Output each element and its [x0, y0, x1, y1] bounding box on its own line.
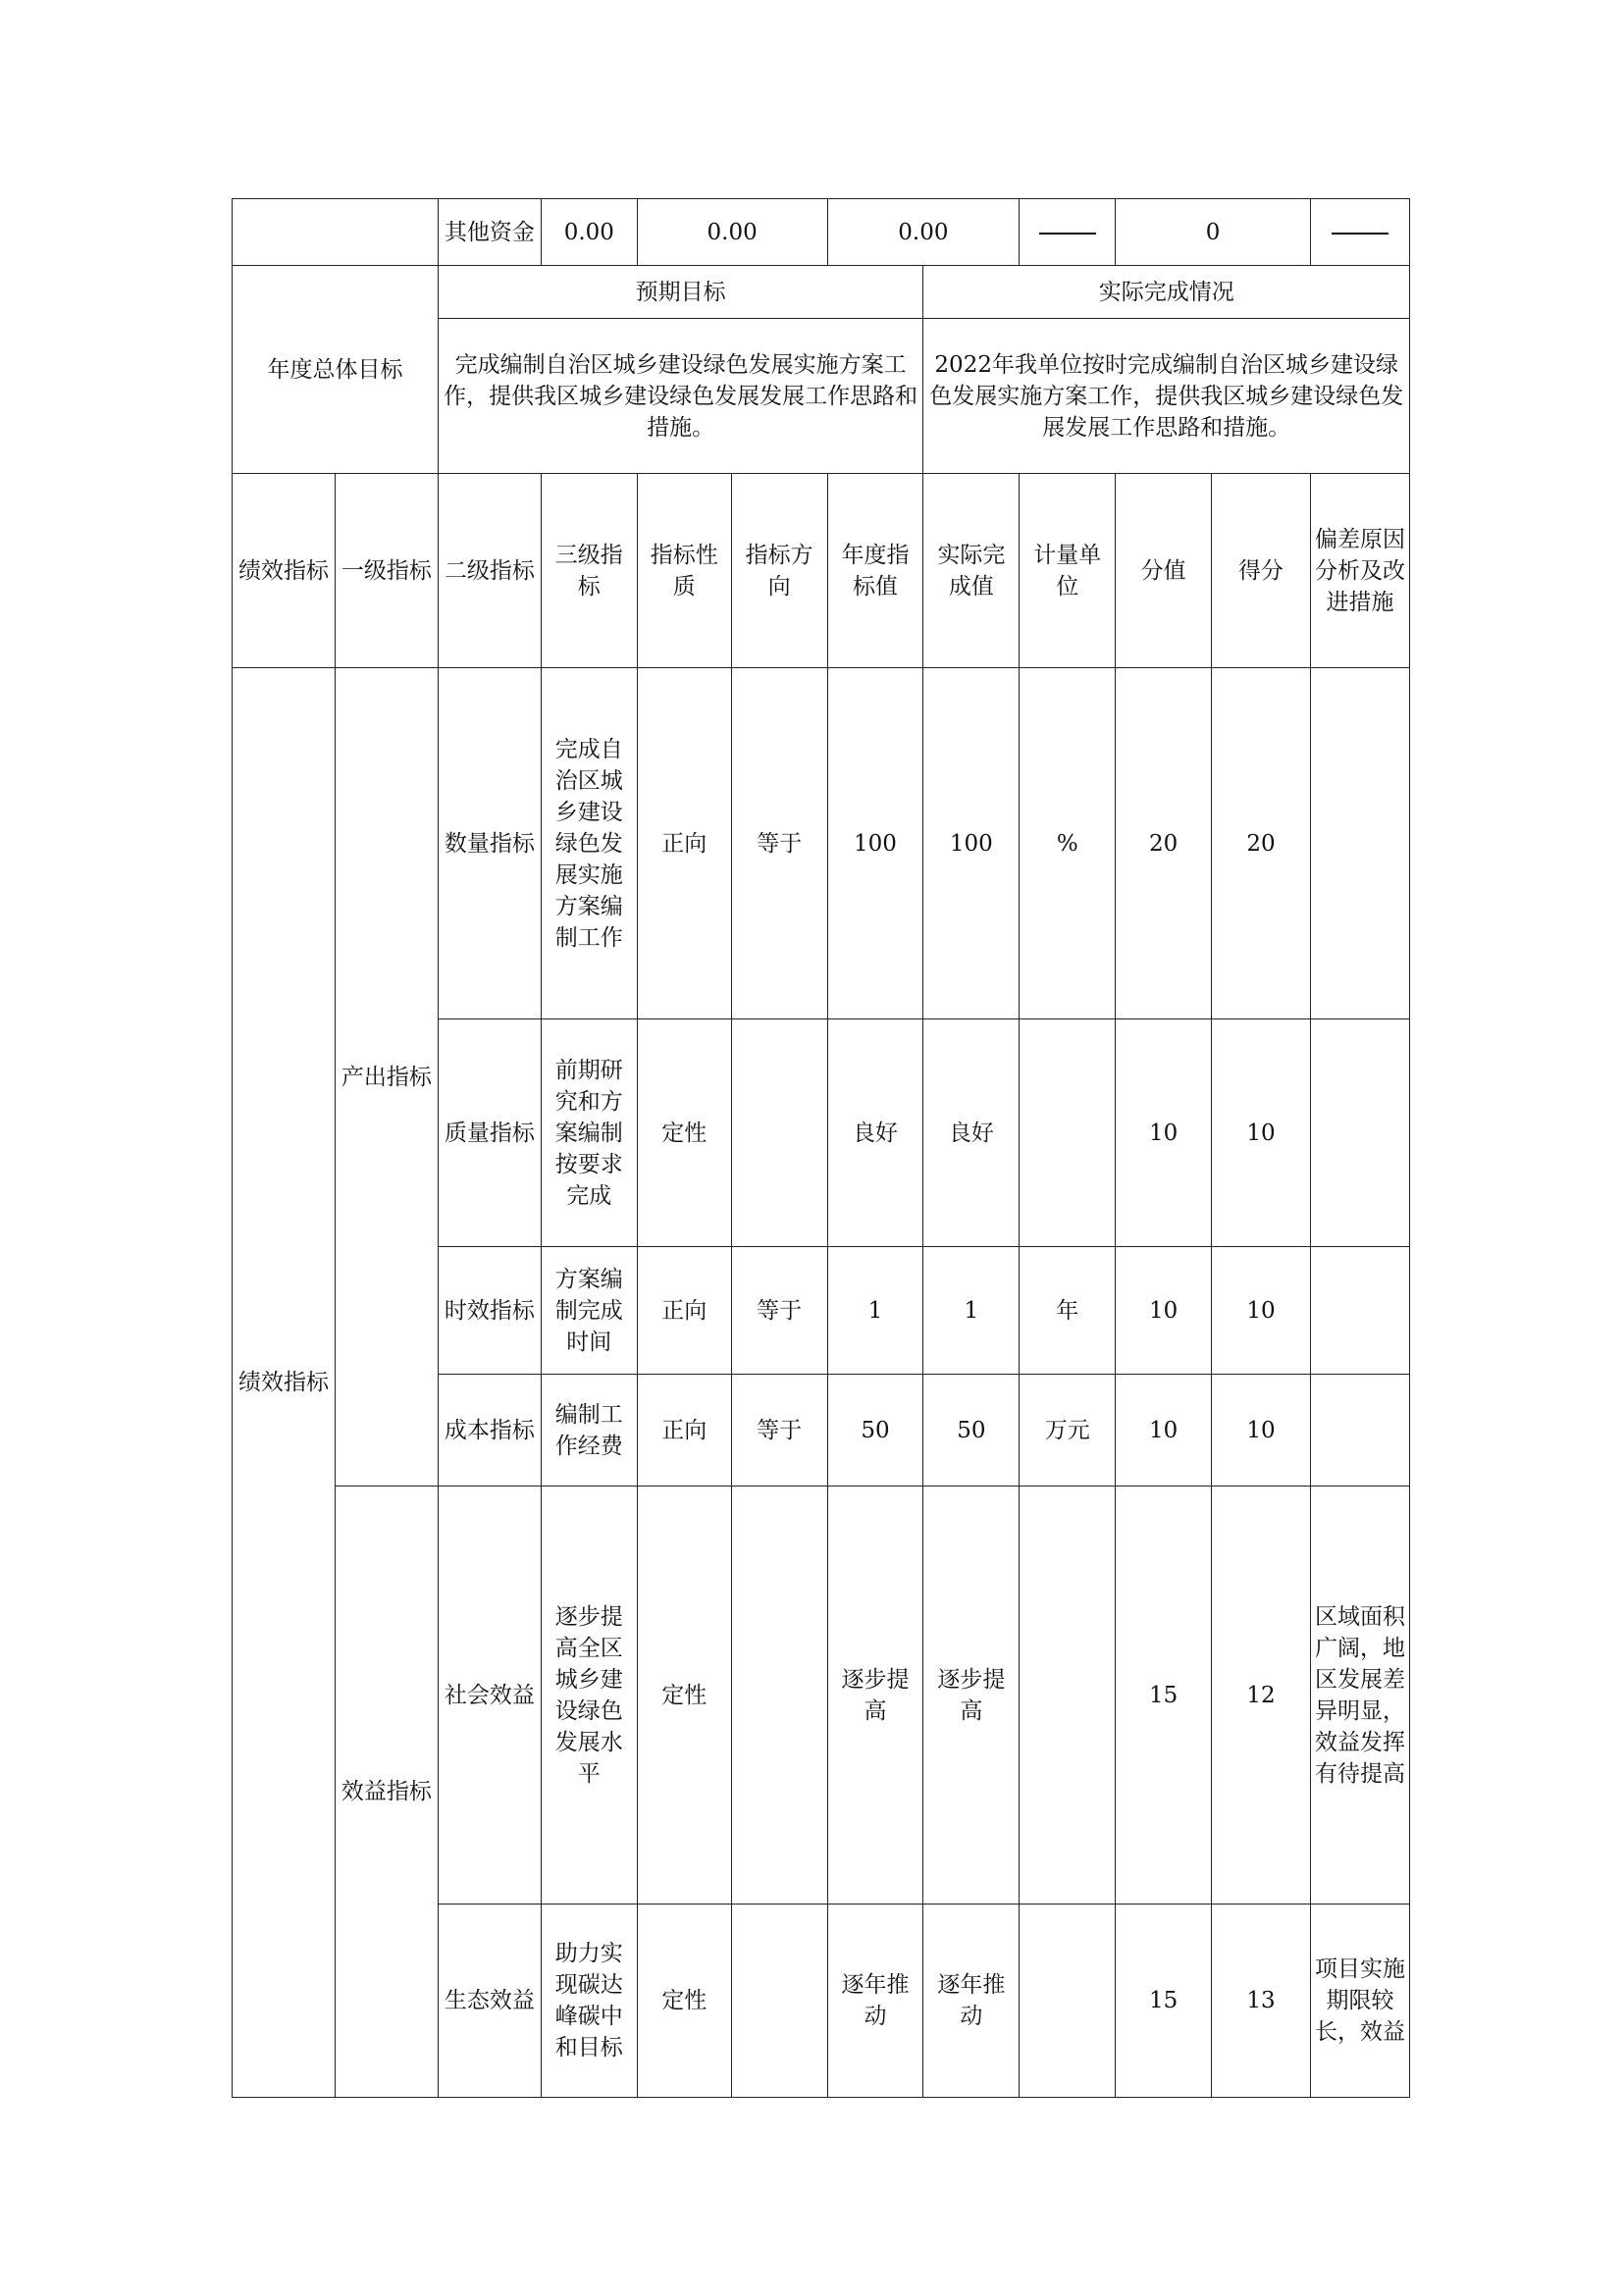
level3-cell: 逐步提高全区城乡建设绿色发展水平: [541, 1487, 637, 1905]
funds-score: [1311, 199, 1410, 266]
target-cell: 逐年推动: [827, 1905, 923, 2098]
funds-budget-initial: 0.00: [541, 199, 637, 266]
funds-budget-full-year: 0.00: [637, 199, 827, 266]
expected-goal-header: 预期目标: [438, 266, 923, 319]
unit-cell: [1020, 1905, 1116, 2098]
header-level3: 三级指标: [541, 474, 637, 668]
level3-cell: 前期研究和方案编制按要求完成: [541, 1019, 637, 1247]
header-score: 得分: [1212, 474, 1311, 668]
actual-cell: 逐步提高: [923, 1487, 1020, 1905]
deviation-cell: [1311, 1019, 1410, 1247]
benefit-indicator-label: 效益指标: [335, 1487, 438, 2098]
target-cell: 良好: [827, 1019, 923, 1247]
dash-mark: [1332, 233, 1388, 235]
unit-cell: 年: [1020, 1247, 1116, 1375]
direction-cell: [731, 1019, 827, 1247]
expected-goal-text: 完成编制自治区城乡建设绿色发展实施方案工作，提供我区城乡建设绿色发展发展工作思路和措施。: [438, 319, 923, 474]
level2-cell: 成本指标: [438, 1375, 541, 1487]
level2-cell: 数量指标: [438, 668, 541, 1019]
perf-group-label: 绩效指标: [233, 668, 336, 2098]
target-cell: 1: [827, 1247, 923, 1375]
level3-cell: 完成自治区城乡建设绿色发展实施方案编制工作: [541, 668, 637, 1019]
other-funds-row: [233, 199, 1410, 266]
nature-cell: 正向: [637, 1247, 731, 1375]
header-unit: 计量单位: [1020, 474, 1116, 668]
nature-cell: 定性: [637, 1905, 731, 2098]
score-cell: 20: [1212, 668, 1311, 1019]
nature-cell: 正向: [637, 1375, 731, 1487]
deviation-cell: [1311, 1247, 1410, 1375]
weight-cell: 10: [1116, 1019, 1212, 1247]
dash-mark: [1039, 233, 1096, 235]
deviation-cell: 区域面积广阔，地区发展差异明显，效益发挥有待提高: [1311, 1487, 1410, 1905]
level2-cell: 质量指标: [438, 1019, 541, 1247]
funds-score-weight: [1020, 199, 1116, 266]
header-actual: 实际完成值: [923, 474, 1020, 668]
deviation-cell: 项目实施期限较长，效益: [1311, 1905, 1410, 2098]
deviation-cell: [1311, 668, 1410, 1019]
weight-cell: 15: [1116, 1905, 1212, 2098]
blank-cell: [233, 199, 439, 266]
level3-cell: 助力实现碳达峰碳中和目标: [541, 1905, 637, 2098]
target-cell: 逐步提高: [827, 1487, 923, 1905]
score-cell: 12: [1212, 1487, 1311, 1905]
level2-cell: 社会效益: [438, 1487, 541, 1905]
score-cell: 10: [1212, 1375, 1311, 1487]
unit-cell: %: [1020, 668, 1116, 1019]
column-header-row: [233, 474, 1410, 668]
actual-cell: 100: [923, 668, 1020, 1019]
overall-goal-label: 年度总体目标: [233, 266, 439, 474]
direction-cell: 等于: [731, 1247, 827, 1375]
score-cell: 13: [1212, 1905, 1311, 2098]
header-level1: 一级指标: [335, 474, 438, 668]
nature-cell: 定性: [637, 1019, 731, 1247]
deviation-cell: [1311, 1375, 1410, 1487]
score-cell: 10: [1212, 1019, 1311, 1247]
header-target: 年度指标值: [827, 474, 923, 668]
direction-cell: 等于: [731, 668, 827, 1019]
level3-cell: 编制工作经费: [541, 1375, 637, 1487]
weight-cell: 20: [1116, 668, 1212, 1019]
header-direction: 指标方向: [731, 474, 827, 668]
level2-cell: 生态效益: [438, 1905, 541, 2098]
actual-cell: 逐年推动: [923, 1905, 1020, 2098]
weight-cell: 15: [1116, 1487, 1212, 1905]
unit-cell: [1020, 1487, 1116, 1905]
actual-cell: 50: [923, 1375, 1020, 1487]
header-deviation: 偏差原因分析及改进措施: [1311, 474, 1410, 668]
header-nature: 指标性质: [637, 474, 731, 668]
level2-cell: 时效指标: [438, 1247, 541, 1375]
overall-goal-header-row: [233, 266, 1410, 319]
actual-completion-text: 2022年我单位按时完成编制自治区城乡建设绿色发展实施方案工作，提供我区城乡建设绿色发展发展工作思路和措施。: [923, 319, 1410, 474]
level3-cell: 方案编制完成时间: [541, 1247, 637, 1375]
table-row: [233, 1487, 1410, 1905]
unit-cell: [1020, 1019, 1116, 1247]
score-cell: 10: [1212, 1247, 1311, 1375]
nature-cell: 定性: [637, 1487, 731, 1905]
actual-cell: 良好: [923, 1019, 1020, 1247]
header-weight: 分值: [1116, 474, 1212, 668]
weight-cell: 10: [1116, 1375, 1212, 1487]
actual-cell: 1: [923, 1247, 1020, 1375]
unit-cell: 万元: [1020, 1375, 1116, 1487]
funds-execution-rate: 0: [1116, 199, 1311, 266]
direction-cell: [731, 1487, 827, 1905]
target-cell: 50: [827, 1375, 923, 1487]
table-row: [233, 668, 1410, 1019]
output-indicator-label: 产出指标: [335, 668, 438, 1487]
direction-cell: [731, 1905, 827, 2098]
performance-table: [232, 198, 1410, 2098]
weight-cell: 10: [1116, 1247, 1212, 1375]
target-cell: 100: [827, 668, 923, 1019]
funds-executed: 0.00: [827, 199, 1020, 266]
header-perf: 绩效指标: [233, 474, 336, 668]
header-level2: 二级指标: [438, 474, 541, 668]
nature-cell: 正向: [637, 668, 731, 1019]
actual-completion-header: 实际完成情况: [923, 266, 1410, 319]
direction-cell: 等于: [731, 1375, 827, 1487]
other-funds-label: 其他资金: [438, 199, 541, 266]
